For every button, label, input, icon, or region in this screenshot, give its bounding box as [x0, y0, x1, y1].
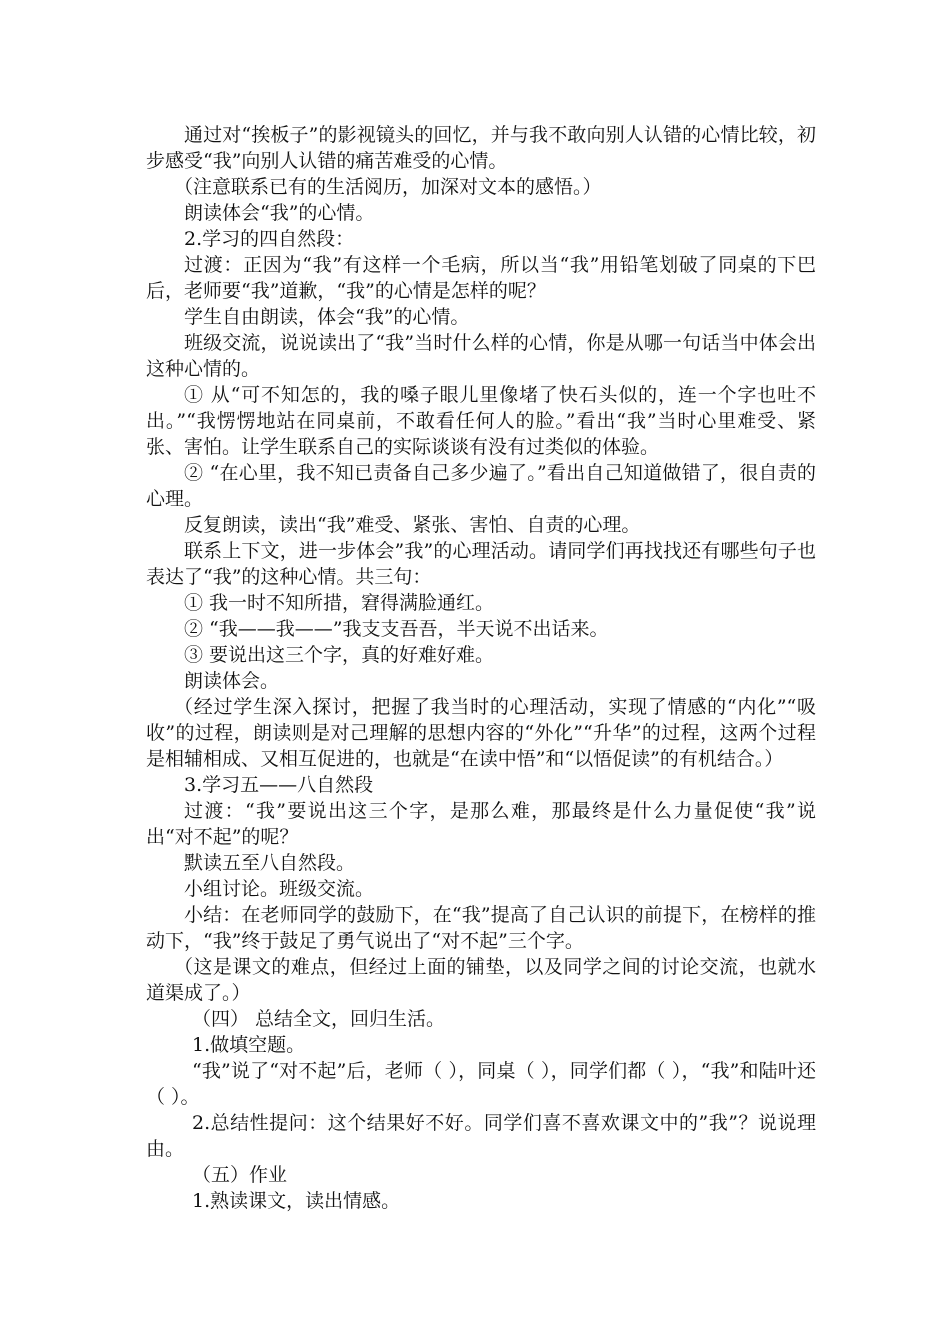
paragraph: 反复朗读，读出“我”难受、紧张、害怕、自责的心理。: [184, 514, 641, 536]
section-heading: 2.学习的四自然段：: [184, 228, 355, 250]
paragraph: （注意联系已有的生活阅历，加深对文本的感悟。）: [174, 176, 602, 198]
paragraph: （这是课文的难点，但经过上面的铺垫，以及同学之间的讨论交流，也就水道渠成了。）: [146, 956, 816, 1004]
list-item: ② “我——我——”我支支吾吾，半天说不出话来。: [184, 618, 609, 640]
paragraph: 班级交流，说说读出了“我”当时什么样的心情，你是从哪一句话当中体会出这种心情的。: [146, 332, 816, 380]
paragraph: 1.熟读课文，读出情感。: [192, 1190, 401, 1212]
list-item: ① 我一时不知所措，窘得满脸通红。: [184, 592, 495, 614]
paragraph: （经过学生深入探讨，把握了我当时的心理活动，实现了情感的“内化”“吸收”的过程，朗读则是对己理解的思想内容的“外化”“升华”的过程，这两个过程是相辅相成、又相互促进的，也就是“在读中悟”和“以悟促读”的有机结合。）: [146, 696, 816, 770]
paragraph: 联系上下文，进一步体会”我”的心理活动。请同学们再找找还有哪些句子也表达了“我”的这种心情。共三句：: [146, 540, 816, 588]
paragraph: “我”说了“对不起”后，老师（ ），同桌（ ），同学们都（ ），“我”和陆叶还（ ）。: [146, 1060, 816, 1108]
document-body: [146, 122, 816, 1214]
list-item: ③ 要说出这三个字，真的好难好难。: [184, 644, 495, 666]
paragraph: 朗读体会“我”的心情。: [184, 202, 375, 224]
paragraph: 朗读体会。: [184, 670, 280, 692]
section-heading: （五）作业: [192, 1164, 288, 1186]
paragraph: 过渡：“我”要说出这三个字，是那么难，那最终是什么力量促使“我”说出“对不起”的呢？: [146, 800, 816, 848]
paragraph: 小结：在老师同学的鼓励下，在“我”提高了自己认识的前提下，在榜样的推动下，“我”终于鼓足了勇气说出了“对不起”三个字。: [146, 904, 816, 952]
list-item: ② “在心里，我不知已责备自己多少遍了。”看出自己知道做错了，很自责的心理。: [146, 462, 816, 510]
section-heading: （四） 总结全文，回归生活。: [192, 1008, 446, 1030]
paragraph: 过渡：正因为“我”有这样一个毛病，所以当“我”用铅笔划破了同桌的下巴后，老师要“我”道歉，“我”的心情是怎样的呢？: [146, 254, 816, 302]
paragraph: 小组讨论。班级交流。: [184, 878, 375, 900]
section-heading: 3.学习五——八自然段: [184, 774, 374, 796]
paragraph: 2.总结性提问：这个结果好不好。同学们喜不喜欢课文中的”我”？说说理由。: [146, 1112, 816, 1160]
paragraph: 默读五至八自然段。: [184, 852, 356, 874]
paragraph: 通过对“挨板子”的影视镜头的回忆，并与我不敢向别人认错的心情比较，初步感受“我”向别人认错的痛苦难受的心情。: [146, 124, 816, 172]
paragraph: 1.做填空题。: [192, 1034, 306, 1056]
paragraph: 学生自由朗读，体会“我”的心情。: [184, 306, 470, 328]
list-item: ① 从“可不知怎的，我的嗓子眼儿里像堵了快石头似的，连一个字也吐不出。”“我愣愣地站在同桌前，不敢看任何人的脸。”看出“我”当时心里难受、紧张、害怕。让学生联系自己的实际谈谈有没有过类似的体验。: [146, 384, 816, 458]
